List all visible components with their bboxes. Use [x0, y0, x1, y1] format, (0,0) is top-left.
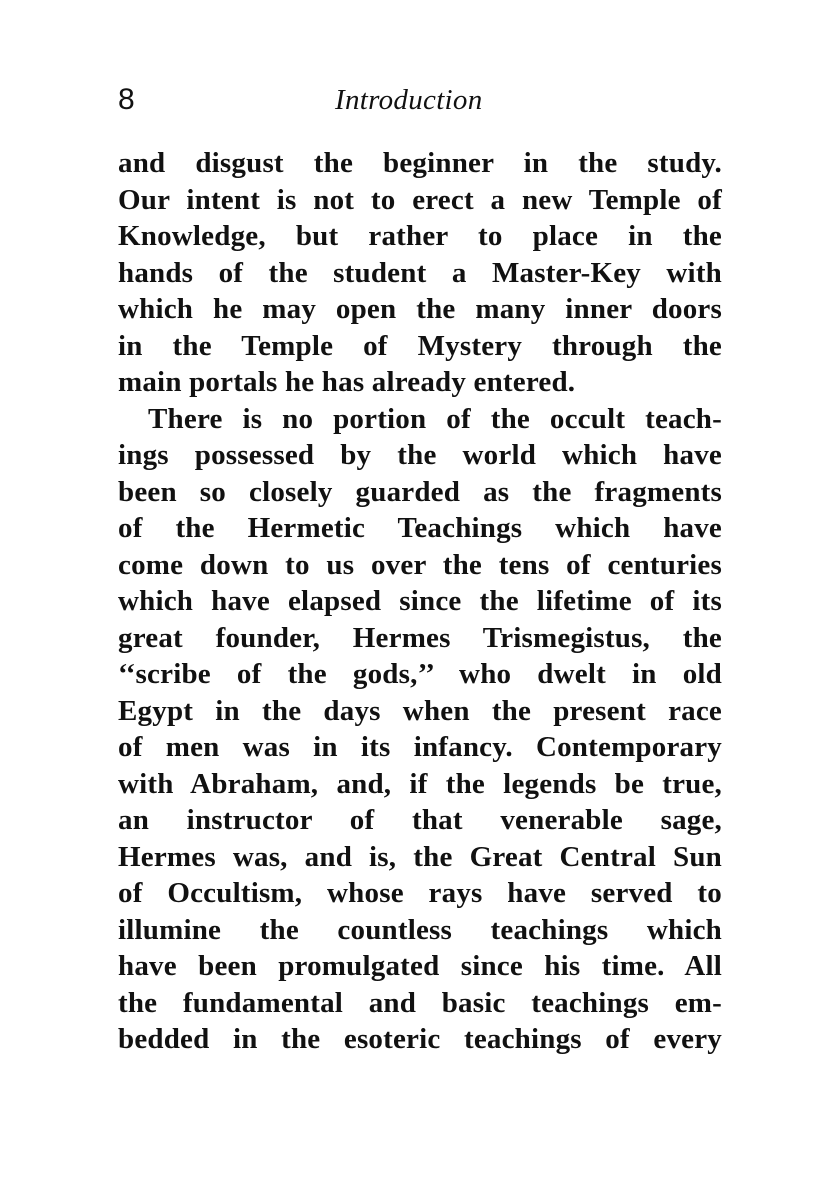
text-line: which he may open the many inner doors [118, 293, 722, 325]
text-line: with Abraham, and, if the legends be true, [118, 767, 722, 800]
running-head: Introduction [335, 84, 483, 116]
text-line: bedded in the esoteric teachings of every [118, 1023, 722, 1055]
text-line: of Occultism, whose rays have served to [118, 877, 722, 909]
text-line: Hermes was, and is, the Great Central Sun [118, 840, 722, 873]
text-line: come down to us over the tens of centuries [118, 548, 722, 581]
text-line: and disgust the beginner in the study. [118, 147, 722, 179]
text-line: great founder, Hermes Trismegistus, the [118, 621, 722, 654]
text-line: in the Temple of Mystery through the [118, 329, 722, 362]
text-line: of the Hermetic Teachings which have [118, 512, 722, 544]
text-line: Egypt in the days when the present race [118, 694, 722, 727]
text-line: of men was in its infancy. Contemporary [118, 731, 722, 763]
text-line: ings possessed by the world which have [118, 439, 722, 471]
page-number: 8 [118, 83, 135, 116]
text-line: which have elapsed since the lifetime of its [118, 585, 722, 617]
text-line: an instructor of that venerable sage, [118, 804, 722, 836]
text-line: main portals he has already entered. [118, 366, 576, 398]
text-line: been so closely guarded as the fragments [118, 475, 722, 508]
paragraph-start-line: There is no portion of the occult teach- [148, 402, 722, 435]
text-line: Knowledge, but rather to place in the [118, 220, 722, 252]
text-line: illumine the countless teachings which [118, 913, 722, 946]
body-text [118, 145, 722, 1058]
text-line: hands of the student a Master-Key with [118, 256, 722, 289]
page-header [118, 78, 722, 122]
text-line: Our intent is not to erect a new Temple of [118, 183, 722, 216]
text-line: have been promulgated since his time. All [118, 950, 722, 982]
text-line: the fundamental and basic teachings em- [118, 986, 722, 1019]
text-line: ‘‘scribe of the gods,’’ who dwelt in old [118, 658, 722, 690]
